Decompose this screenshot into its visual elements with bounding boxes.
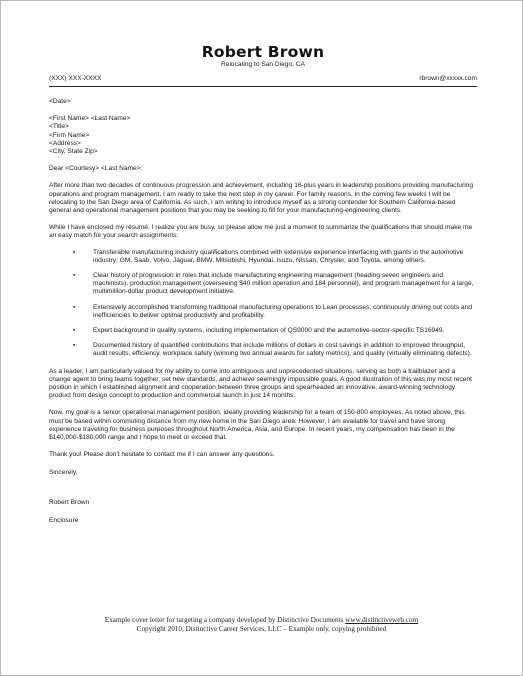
closing: Sincerely, — [49, 468, 78, 476]
signature-name: Robert Brown — [49, 498, 90, 506]
footer-link[interactable]: www.distinctiveweb.com — [345, 616, 419, 624]
qualification-list — [49, 249, 477, 359]
recipient-address — [49, 115, 477, 156]
relocation-line: Relocating to San Diego, CA — [221, 61, 305, 68]
goal-paragraph: Now, my goal is a senior operational management position, ideally providing leadership for a team of 150-800 employees. As noted above, this must be based within commuting distance from my new home in the San Diego area. However, I am available for travel and have strong experience traveling for business purposes throughout North America, Asia, and Europe. In recent years, my compensation has been in the $140,000-$180,000 range and I hope to meet or exceed that. — [49, 409, 465, 442]
list-item-text: Expert background in quality systems, including implementation of QS9000 and the automotive-sector-specific TS16949. — [93, 327, 445, 335]
list-item-text: Documented history of quantified contributions that include millions of dollars in cost savings in addition to improved throughput, audit results, efficiency, workplace safety (winning two annual awards for safety metrics), and quality (virtually eliminating defects). — [93, 342, 472, 358]
phone-number: (XXX) XXX-XXXX — [49, 75, 102, 82]
list-item — [49, 249, 477, 265]
footer-line-1 — [1, 616, 522, 625]
list-item — [49, 304, 477, 320]
salutation: Dear <Courtesy> <Last Name>: — [49, 165, 143, 173]
address-line: <Title> — [49, 123, 69, 131]
bullet-icon: ▪ — [73, 248, 76, 256]
bullet-icon: ▪ — [73, 272, 76, 280]
email-address: rbrown@xxxxx.com — [419, 75, 477, 82]
sender-name: Robert Brown — [201, 43, 325, 61]
header-rule — [49, 86, 477, 87]
list-item — [49, 342, 477, 358]
address-line: <City, State Zip> — [49, 148, 98, 156]
bullet-icon: ▪ — [73, 303, 76, 311]
list-item — [49, 327, 477, 335]
enclosure-note: Enclosure — [49, 516, 79, 524]
date-line: <Date> — [49, 98, 71, 105]
list-item — [49, 272, 477, 297]
list-item-text: Clear history of progression in roles that include manufacturing engineering management (heading seven engineers and machinists), production management (overseeing $40 million operation and 184 personnel), and program management for a large, multimillion-dollar product development initiative. — [93, 272, 474, 296]
cover-letter — [49, 1, 477, 525]
list-item-text: Transferable manufacturing industry qualifications combined with extensive experience interfacing with giants in the automotive industry: GM, Saab, Volvo, Jaguar, BMW, Mitsubishi, Hyundai, Isuzu, Nissan, Chrysler, and Toyota, among others. — [93, 248, 464, 264]
intro-paragraph: After more than two decades of continuous progression and achievement, including 16-plus years in leadership positions providing manufacturing operations and program management, I am ready to take the next step in my career. For family reasons, in the coming few weeks I will be relocating to the San Diego area of California. As such, I am writing to introduce myself as a strong contender for Southern California-based general and operational management positions that you may be seeking to fill for your manufacturing-engineering clients. — [49, 182, 474, 215]
address-line: <First Name> <Last Name> — [49, 115, 131, 123]
thanks-paragraph: Thank you! Please don't hesitate to contact me if I can answer any questions. — [49, 451, 275, 459]
address-line: <Firm Name> — [49, 131, 90, 139]
contact-row — [49, 75, 477, 84]
footer-text: Example cover letter for targeting a company developed by Distinctive Documents — [104, 616, 344, 624]
list-item-text: Extensively accomplished transforming traditional manufacturing operations to Lean processes, continuously driving out costs and inefficiencies to deliver optimal productivity and profitability. — [93, 303, 472, 319]
footer — [1, 616, 522, 634]
footer-copyright: Copyright 2010, Distinctive Career Services, LLC – Example only, copying prohibited — [136, 625, 387, 633]
leader-paragraph: As a leader, I am particularly valued for my ability to come into ambiguous and unprecedented situations, serving as both a trailblazer and a change agent to bring teams together, set new standards, and achieve seemingly impossible goals. A good illustration of this was my most recent position in which I established alignment and cooperation between three groups and spearheaded an innovative, award-winning technology product from design concept to production and commercial launch in just 14 months. — [49, 367, 472, 400]
address-line: <Address> — [49, 139, 81, 147]
bullet-icon: ▪ — [73, 342, 76, 350]
bullet-icon: ▪ — [73, 327, 76, 335]
summary-paragraph: While I have enclosed my résumé, I realize you are busy, so please allow me just a moment to summarize the qualifications that should make me an easy match for your search assignments: — [49, 224, 473, 240]
